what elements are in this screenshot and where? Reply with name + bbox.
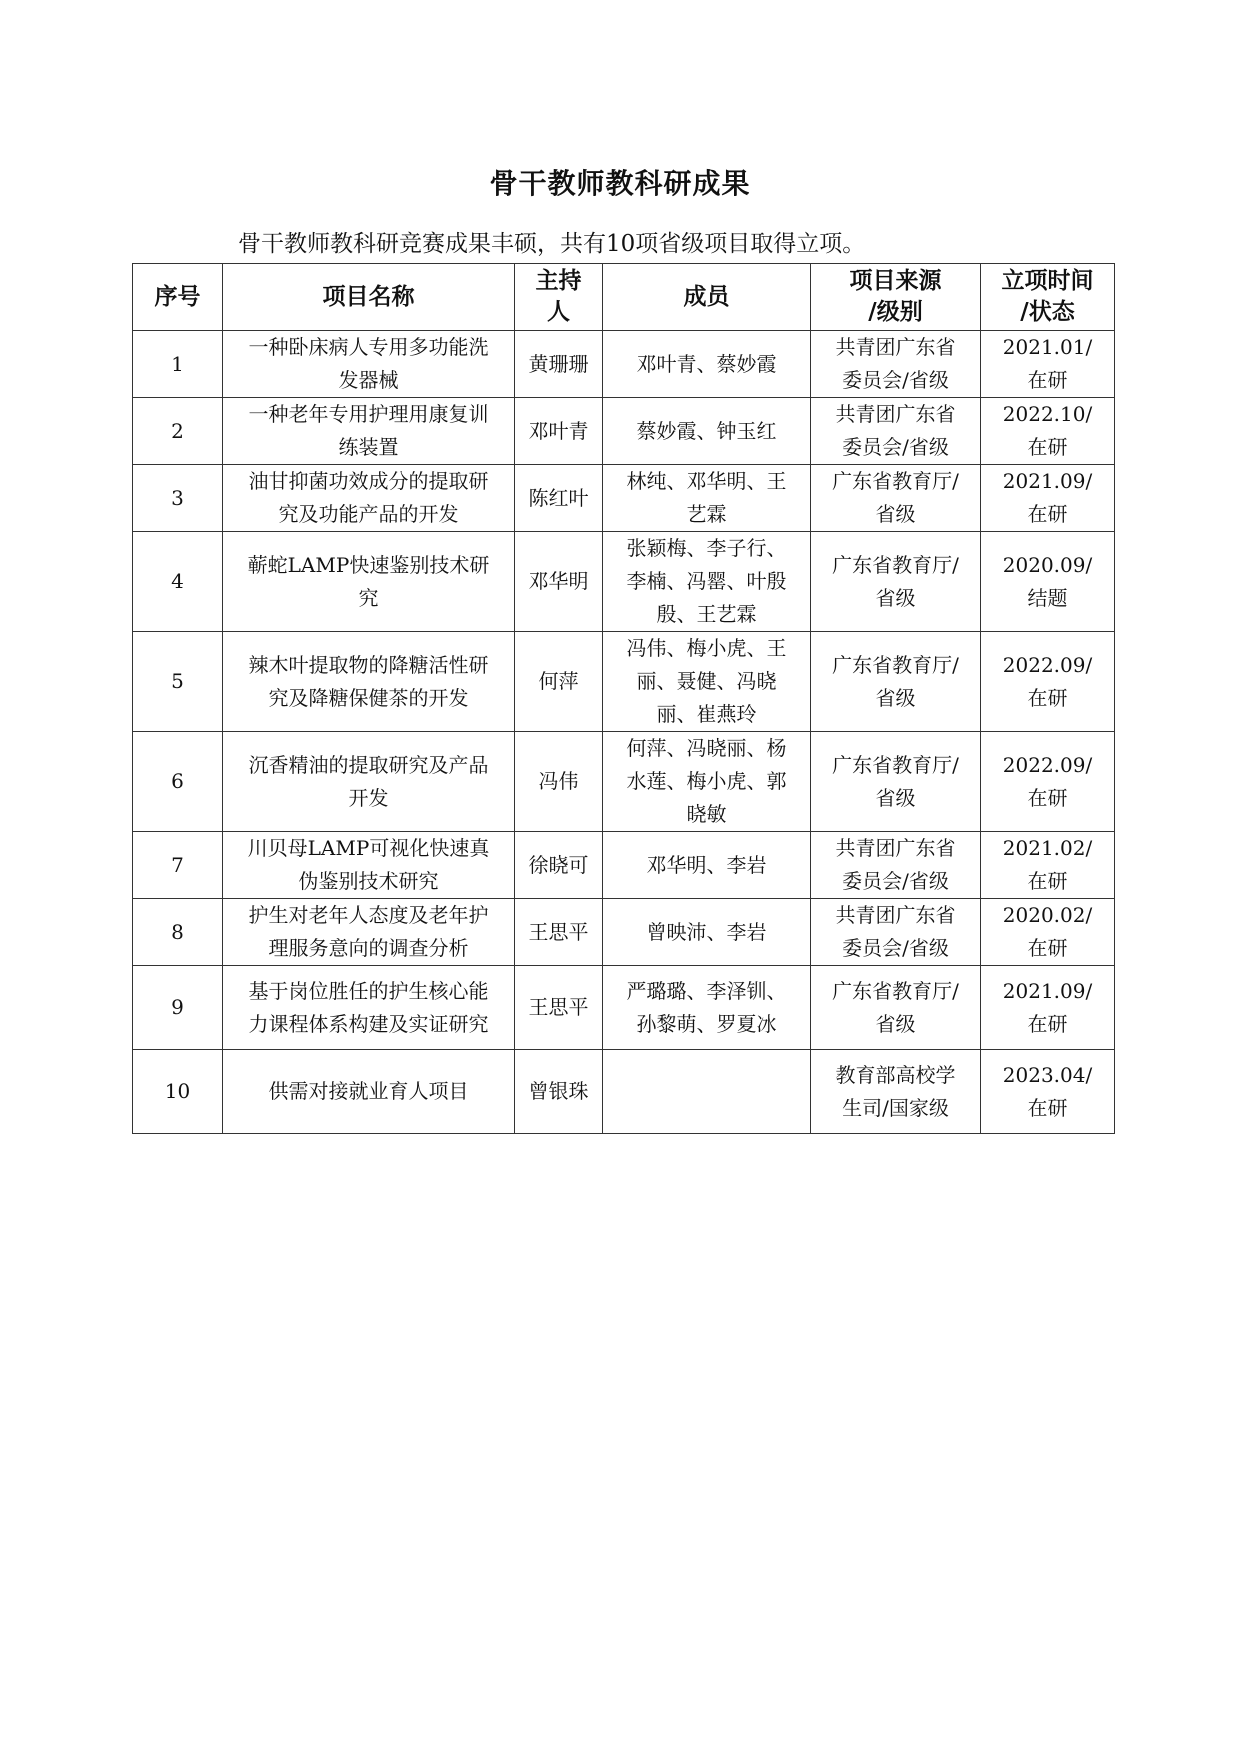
cell-members-line: 孙黎萌、罗夏冰: [636, 1011, 777, 1036]
table-header-row: [133, 264, 1115, 331]
cell-source: [811, 966, 981, 1050]
cell-host: 何萍: [515, 632, 603, 732]
cell-name-line: 油甘抑菌功效成分的提取研: [248, 469, 489, 493]
cell-time: [981, 732, 1115, 832]
header-time-line: 立项时间: [1001, 268, 1094, 294]
header-host-line: 人: [547, 299, 570, 325]
cell-source-line: 省级: [875, 585, 916, 610]
table-row: [133, 966, 1115, 1050]
cell-time-line: 在研: [1027, 435, 1068, 459]
cell-source-line: 生司/国家级: [842, 1095, 949, 1120]
cell-time: [981, 966, 1115, 1050]
cell-time: [981, 465, 1115, 532]
cell-name-line: 伪鉴别技术研究: [298, 869, 439, 893]
cell-name: [223, 632, 515, 732]
cell-source-line: 省级: [875, 1011, 916, 1036]
cell-time-line: 在研: [1027, 685, 1068, 710]
cell-host: 邓叶青: [515, 398, 603, 465]
page-title: 骨干教师教科研成果: [489, 167, 751, 200]
cell-index: 2: [133, 398, 223, 465]
cell-source-line: 委员会/省级: [842, 869, 949, 893]
cell-time: [981, 899, 1115, 966]
cell-members-line: 邓华明、李岩: [646, 852, 767, 877]
cell-host: 王思平: [515, 899, 603, 966]
cell-index: 4: [133, 532, 223, 632]
cell-time: [981, 832, 1115, 899]
cell-members: [603, 732, 811, 832]
cell-name: [223, 966, 515, 1050]
cell-members-line: 水莲、梅小虎、郭: [626, 769, 787, 793]
header-source-line: /级别: [868, 299, 923, 325]
cell-members: [603, 1050, 811, 1134]
cell-host: 徐晓可: [515, 832, 603, 899]
cell-time: [981, 398, 1115, 465]
cell-members-line: 严璐璐、李泽钏、: [626, 978, 787, 1003]
cell-time-line: 在研: [1027, 368, 1068, 392]
cell-source-line: 共青团广东省: [835, 402, 956, 426]
cell-time-line: 在研: [1027, 1095, 1068, 1120]
cell-time-line: 2022.09/: [1002, 652, 1093, 677]
header-host-line: 主持: [535, 268, 582, 294]
cell-time: [981, 331, 1115, 398]
cell-members: [603, 398, 811, 465]
cell-members: [603, 331, 811, 398]
cell-members-line: 何萍、冯晓丽、杨: [626, 736, 787, 760]
cell-members-line: 冯伟、梅小虎、王: [626, 636, 787, 660]
cell-members-line: 曾映沛、李岩: [646, 919, 767, 944]
cell-members-line: 张颖梅、李子行、: [626, 536, 787, 560]
cell-members-line: 艺霖: [686, 502, 727, 526]
header-source-line: 项目来源: [849, 268, 942, 294]
cell-source-line: 省级: [875, 502, 916, 526]
cell-members: [603, 832, 811, 899]
cell-members: [603, 899, 811, 966]
cell-source-line: 省级: [875, 685, 916, 710]
table-row: [133, 398, 1115, 465]
cell-name: [223, 331, 515, 398]
cell-host: 邓华明: [515, 532, 603, 632]
cell-time-line: 在研: [1027, 502, 1068, 526]
cell-index: 6: [133, 732, 223, 832]
header-index: 序号: [133, 264, 223, 331]
cell-time-line: 2020.02/: [1002, 903, 1093, 927]
table-row: [133, 532, 1115, 632]
cell-members-line: 晓敏: [686, 802, 727, 826]
cell-source: [811, 465, 981, 532]
cell-index: 1: [133, 331, 223, 398]
cell-time-line: 2023.04/: [1002, 1062, 1093, 1087]
cell-source: [811, 732, 981, 832]
cell-name-line: 护生对老年人态度及老年护: [248, 903, 489, 927]
table-body: [133, 331, 1115, 1134]
table-row: [133, 832, 1115, 899]
cell-name-line: 蕲蛇LAMP快速鉴别技术研: [247, 552, 490, 577]
cell-time-line: 在研: [1027, 785, 1068, 810]
cell-source: [811, 1050, 981, 1134]
cell-host: 曾银珠: [515, 1050, 603, 1134]
cell-time-line: 在研: [1027, 936, 1068, 960]
cell-name-line: 沉香精油的提取研究及产品: [248, 752, 489, 777]
cell-name: [223, 1050, 515, 1134]
cell-name: [223, 398, 515, 465]
cell-name-line: 川贝母LAMP可视化快速真: [247, 836, 490, 860]
cell-source: [811, 832, 981, 899]
cell-source: [811, 398, 981, 465]
cell-source: [811, 632, 981, 732]
cell-name-line: 基于岗位胜任的护生核心能: [248, 978, 489, 1003]
header-source: [811, 264, 981, 331]
cell-source-line: 广东省教育厅/: [832, 469, 959, 493]
cell-time: [981, 1050, 1115, 1134]
cell-source-line: 共青团广东省: [835, 903, 956, 927]
cell-name-line: 究及降糖保健茶的开发: [268, 685, 469, 710]
cell-time-line: 2020.09/: [1002, 552, 1093, 577]
table-row: [133, 1050, 1115, 1134]
table-row: [133, 732, 1115, 832]
cell-index: 5: [133, 632, 223, 732]
results-table: [132, 263, 1115, 1134]
cell-time-line: 2021.02/: [1002, 836, 1093, 860]
cell-members-line: 丽、聂健、冯晓: [636, 669, 777, 693]
cell-name-line: 一种卧床病人专用多功能洗: [248, 335, 489, 359]
cell-host: 陈红叶: [515, 465, 603, 532]
cell-members: [603, 465, 811, 532]
cell-source-line: 省级: [875, 785, 916, 810]
cell-host: 王思平: [515, 966, 603, 1050]
table-row: [133, 465, 1115, 532]
cell-time-line: 在研: [1027, 869, 1068, 893]
cell-source-line: 委员会/省级: [842, 936, 949, 960]
cell-members-line: 李楠、冯罂、叶殷: [626, 569, 787, 593]
cell-name-line: 力课程体系构建及实证研究: [248, 1011, 489, 1036]
cell-index: 9: [133, 966, 223, 1050]
header-time-line: /状态: [1020, 299, 1075, 325]
cell-name-line: 究及功能产品的开发: [278, 502, 459, 526]
cell-index: 10: [133, 1050, 223, 1134]
cell-source-line: 广东省教育厅/: [832, 978, 959, 1003]
cell-name-line: 究: [358, 585, 379, 610]
cell-source-line: 教育部高校学: [835, 1062, 956, 1087]
header-time: [981, 264, 1115, 331]
cell-host: 冯伟: [515, 732, 603, 832]
cell-source-line: 委员会/省级: [842, 368, 949, 392]
cell-name-line: 供需对接就业育人项目: [268, 1079, 469, 1103]
cell-source-line: 广东省教育厅/: [832, 552, 959, 577]
cell-name: [223, 832, 515, 899]
cell-time-line: 在研: [1027, 1011, 1068, 1036]
cell-members-line: 丽、崔燕玲: [656, 702, 757, 726]
cell-source: [811, 899, 981, 966]
cell-index: 7: [133, 832, 223, 899]
cell-index: 8: [133, 899, 223, 966]
cell-time-line: 2022.10/: [1002, 402, 1093, 426]
table-row: [133, 331, 1115, 398]
cell-name-line: 理服务意向的调查分析: [268, 936, 469, 960]
cell-members-line: 蔡妙霞、钟玉红: [636, 418, 777, 443]
cell-name-line: 发器械: [338, 368, 399, 392]
cell-time-line: 2021.01/: [1002, 335, 1093, 359]
cell-time-line: 2021.09/: [1002, 978, 1093, 1003]
cell-time: [981, 632, 1115, 732]
cell-members: [603, 532, 811, 632]
cell-time: [981, 532, 1115, 632]
cell-source-line: 共青团广东省: [835, 836, 956, 860]
cell-time-line: 结题: [1027, 585, 1068, 610]
cell-name-line: 练装置: [338, 435, 399, 459]
cell-source: [811, 532, 981, 632]
cell-name: [223, 732, 515, 832]
cell-name: [223, 899, 515, 966]
table-row: [133, 899, 1115, 966]
cell-index: 3: [133, 465, 223, 532]
cell-source-line: 广东省教育厅/: [832, 752, 959, 777]
header-host: [515, 264, 603, 331]
cell-name-line: 辣木叶提取物的降糖活性研: [248, 652, 489, 677]
cell-name: [223, 465, 515, 532]
cell-source-line: 广东省教育厅/: [832, 652, 959, 677]
cell-name: [223, 532, 515, 632]
cell-members-line: 殷、王艺霖: [656, 602, 757, 626]
cell-time-line: 2021.09/: [1002, 469, 1093, 493]
cell-members-line: 邓叶青、蔡妙霞: [636, 351, 777, 376]
cell-members-line: 林纯、邓华明、王: [626, 469, 787, 493]
cell-host: 黄珊珊: [515, 331, 603, 398]
cell-name-line: 开发: [348, 785, 389, 810]
cell-source-line: 委员会/省级: [842, 435, 949, 459]
intro-paragraph: 骨干教师教科研竞赛成果丰硕，共有10项省级项目取得立项。: [238, 231, 866, 257]
cell-members: [603, 966, 811, 1050]
header-name: 项目名称: [223, 264, 515, 331]
cell-source-line: 共青团广东省: [835, 335, 956, 359]
cell-time-line: 2022.09/: [1002, 752, 1093, 777]
cell-members: [603, 632, 811, 732]
table-row: [133, 632, 1115, 732]
header-members: 成员: [603, 264, 811, 331]
cell-name-line: 一种老年专用护理用康复训: [248, 402, 489, 426]
cell-source: [811, 331, 981, 398]
